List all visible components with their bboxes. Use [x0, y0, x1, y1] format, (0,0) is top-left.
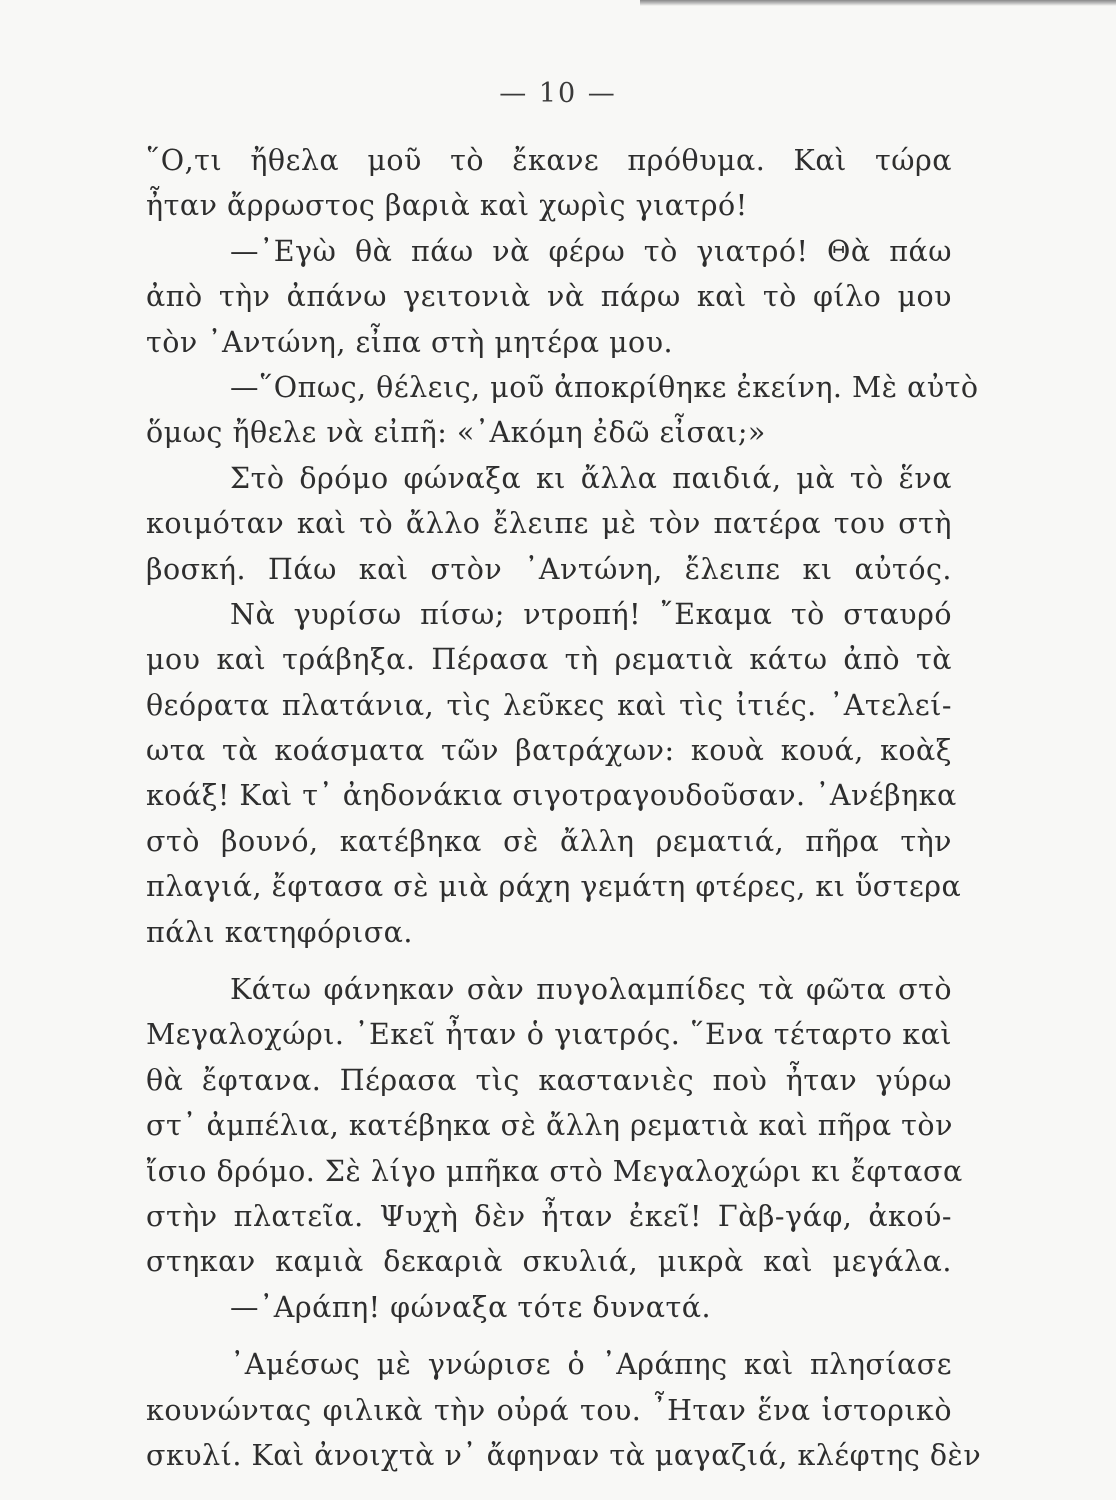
- text-line: θεόρατα πλατάνια, τὶς λεῦκες καὶ τὶς ἰτιές. ᾿Ατελεί-: [146, 688, 952, 722]
- text-line: τὸν ᾿Αντώνη, εἶπα στὴ μητέρα μου.: [146, 325, 674, 359]
- text-line: ἀπὸ τὴν ἀπάνω γειτονιὰ νὰ πάρω καὶ τὸ φίλο μου: [146, 280, 952, 314]
- text-line: ῞Ο,τι ἤθελα μοῦ τὸ ἔκανε πρόθυμα. Καὶ τώρα: [146, 144, 952, 177]
- dialogue-line: —῞Οπως, θέλεις, μοῦ ἀποκρίθηκε ἐκείνη. Μὲ αὐτὸ: [230, 370, 979, 404]
- text-line: Μεγαλοχώρι. ᾿Εκεῖ ἦταν ὁ γιατρός. ῞Ενα τέταρτο καὶ: [146, 1018, 952, 1052]
- page-top-edge: [640, 0, 1116, 6]
- text-line: στηκαν καμιὰ δεκαριὰ σκυλιά, μικρὰ καὶ μεγάλα.: [146, 1245, 952, 1279]
- page-number: — 10 —: [499, 78, 617, 109]
- dialogue-line: —᾿Εγὼ θὰ πάω νὰ φέρω τὸ γιατρό! Θὰ πάω: [230, 234, 952, 268]
- paragraph-first-line: ᾿Αμέσως μὲ γνώρισε ὁ ᾿Αράπης καὶ πλησίασε: [230, 1348, 952, 1382]
- text-line: πάλι κατηφόρισα.: [146, 915, 413, 949]
- text-line: ὅμως ἤθελε νὰ εἰπῆ: «᾿Ακόμη ἐδῶ εἶσαι;»: [146, 416, 766, 450]
- text-line: βοσκή. Πάω καὶ στὸν ᾿Αντώνη, ἔλειπε κι αὐτός.: [146, 552, 952, 586]
- text-line: ωτα τὰ κοάσματα τῶν βατράχων: κουὰ κουά, κοὰξ: [146, 734, 952, 768]
- text-line: στὸ βουνό, κατέβηκα σὲ ἄλλη ρεματιά, πῆρα τὴν: [146, 824, 952, 858]
- text-line: μου καὶ τράβηξα. Πέρασα τὴ ρεματιὰ κάτω ἀπὸ τὰ: [146, 643, 952, 677]
- paragraph-first-line: Νὰ γυρίσω πίσω; ντροπή! ῎Εκαμα τὸ σταυρό: [230, 597, 952, 631]
- text-line: ἦταν ἄρρωστος βαριὰ καὶ χωρὶς γιατρό!: [146, 189, 748, 223]
- text-line: σκυλί. Καὶ ἀνοιχτὰ ν᾿ ἄφηναν τὰ μαγαζιά, κλέφτης δὲν: [146, 1438, 982, 1472]
- text-line: κοιμόταν καὶ τὸ ἄλλο ἔλειπε μὲ τὸν πατέρα του στὴ: [146, 507, 952, 541]
- text-line: πλαγιά, ἔφτασα σὲ μιὰ ράχη γεμάτη φτέρες, κι ὕστερα: [146, 870, 962, 904]
- paragraph-first-line: Στὸ δρόμο φώναξα κι ἄλλα παιδιά, μὰ τὸ ἕνα: [230, 461, 952, 495]
- text-line: στὴν πλατεῖα. Ψυχὴ δὲν ἦταν ἐκεῖ! Γὰβ-γάφ, ἀκού-: [146, 1199, 952, 1233]
- text-line: ἴσιο δρόμο. Σὲ λίγο μπῆκα στὸ Μεγαλοχώρι κι ἔφτασα: [146, 1154, 963, 1188]
- dialogue-line: —᾿Αράπη! φώναξα τότε δυνατά.: [230, 1290, 712, 1324]
- text-line: κοάξ! Καὶ τ᾿ ἀηδονάκια σιγοτραγουδοῦσαν. ᾿Ανέβηκα: [146, 779, 957, 813]
- text-line: θὰ ἔφτανα. Πέρασα τὶς καστανιὲς ποὺ ἦταν γύρω: [146, 1063, 952, 1097]
- text-line: στ᾿ ἀμπέλια, κατέβηκα σὲ ἄλλη ρεματιὰ καὶ πῆρα τὸν: [146, 1109, 953, 1143]
- paragraph-first-line: Κάτω φάνηκαν σὰν πυγολαμπίδες τὰ φῶτα στὸ: [230, 973, 952, 1007]
- text-line: κουνώντας φιλικὰ τὴν οὐρά του. ῏Ηταν ἕνα ἱστορικὸ: [146, 1393, 952, 1427]
- body-text: [146, 138, 982, 1478]
